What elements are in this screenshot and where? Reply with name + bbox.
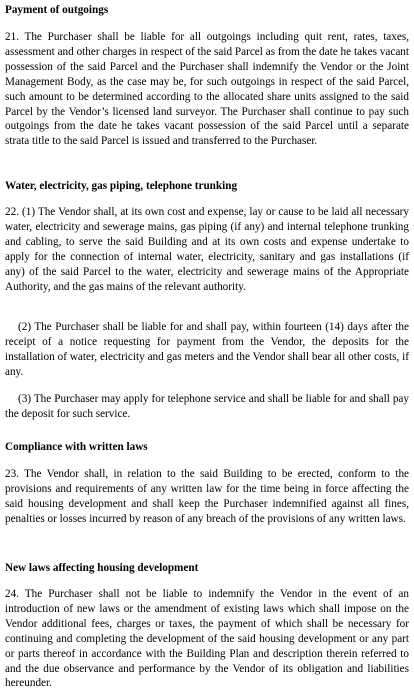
section-heading-new-laws: New laws affecting housing development xyxy=(5,562,199,574)
section-heading-compliance-with-written-laws: Compliance with written laws xyxy=(5,441,148,453)
clause-22-2-paragraph: (2) The Purchaser shall be liable for and shall pay, within fourteen (14) days after the receipt of a notice requesting for payment from the Vendor, the deposits for the installation of water, electricity and gas meters and the Vendor shall bear all other costs, if any. xyxy=(5,321,409,378)
clause-22-1-paragraph: 22. (1) The Vendor shall, at its own cost and expense, lay or cause to be laid all necessary water, electricity and sewerage mains, gas piping (if any) and internal telephone trunking and cabling, to serve the said Building and at its own costs and expense undertake to apply for the connection of internal water, electricity, sanitary and gas installations (if any) of the said Parcel to the water, electricity and sewerage mains of the Appropriate Authority, and the gas mains of the relevant authority. xyxy=(5,206,409,293)
clause-24-paragraph: 24. The Purchaser shall not be liable to indemnify the Vendor in the event of an introduction of new laws or the amendment of existing laws which shall impose on the Vendor additional fees, charges or taxes, the payment of which shall be necessary for continuing and completing the development of the said housing development or any part or parts thereof in accordance with the Building Plan and description therein referred to and the due observance and performance by the Vendor of its obligation and liabilities hereunder. xyxy=(5,588,409,690)
clause-22-3-paragraph: (3) The Purchaser may apply for telephone service and shall be liable for and shall pay the deposit for such service. xyxy=(5,393,409,420)
section-heading-payment-of-outgoings: Payment of outgoings xyxy=(5,4,109,16)
section-heading-water-electricity: Water, electricity, gas piping, telephone trunking xyxy=(5,180,238,192)
clause-21-paragraph: 21. The Purchaser shall be liable for all outgoings including quit rent, rates, taxes, assessment and other charges in respect of the said Parcel as from the date he takes vacant possession of the said Parcel and the Purchaser shall indemnify the Vendor or the Joint Management Body, as the case may be, for such outgoings in respect of the said Parcel, such amount to be determined according to the allocated share units assigned to the said Parcel by the Vendor’s licensed land surveyor. The Purchaser shall continue to pay such outgoings from the date he takes vacant possession of the said Parcel until a separate strata title to the said Parcel is issued and transferred to the Purchaser. xyxy=(5,31,409,148)
clause-23-paragraph: 23. The Vendor shall, in relation to the said Building to be erected, conform to the provisions and requirements of any written law for the time being in force affecting the said housing development and shall keep the Purchaser indemnified against all fines, penalties or losses incurred by reason of any breach of the provisions of any written laws. xyxy=(5,468,409,525)
